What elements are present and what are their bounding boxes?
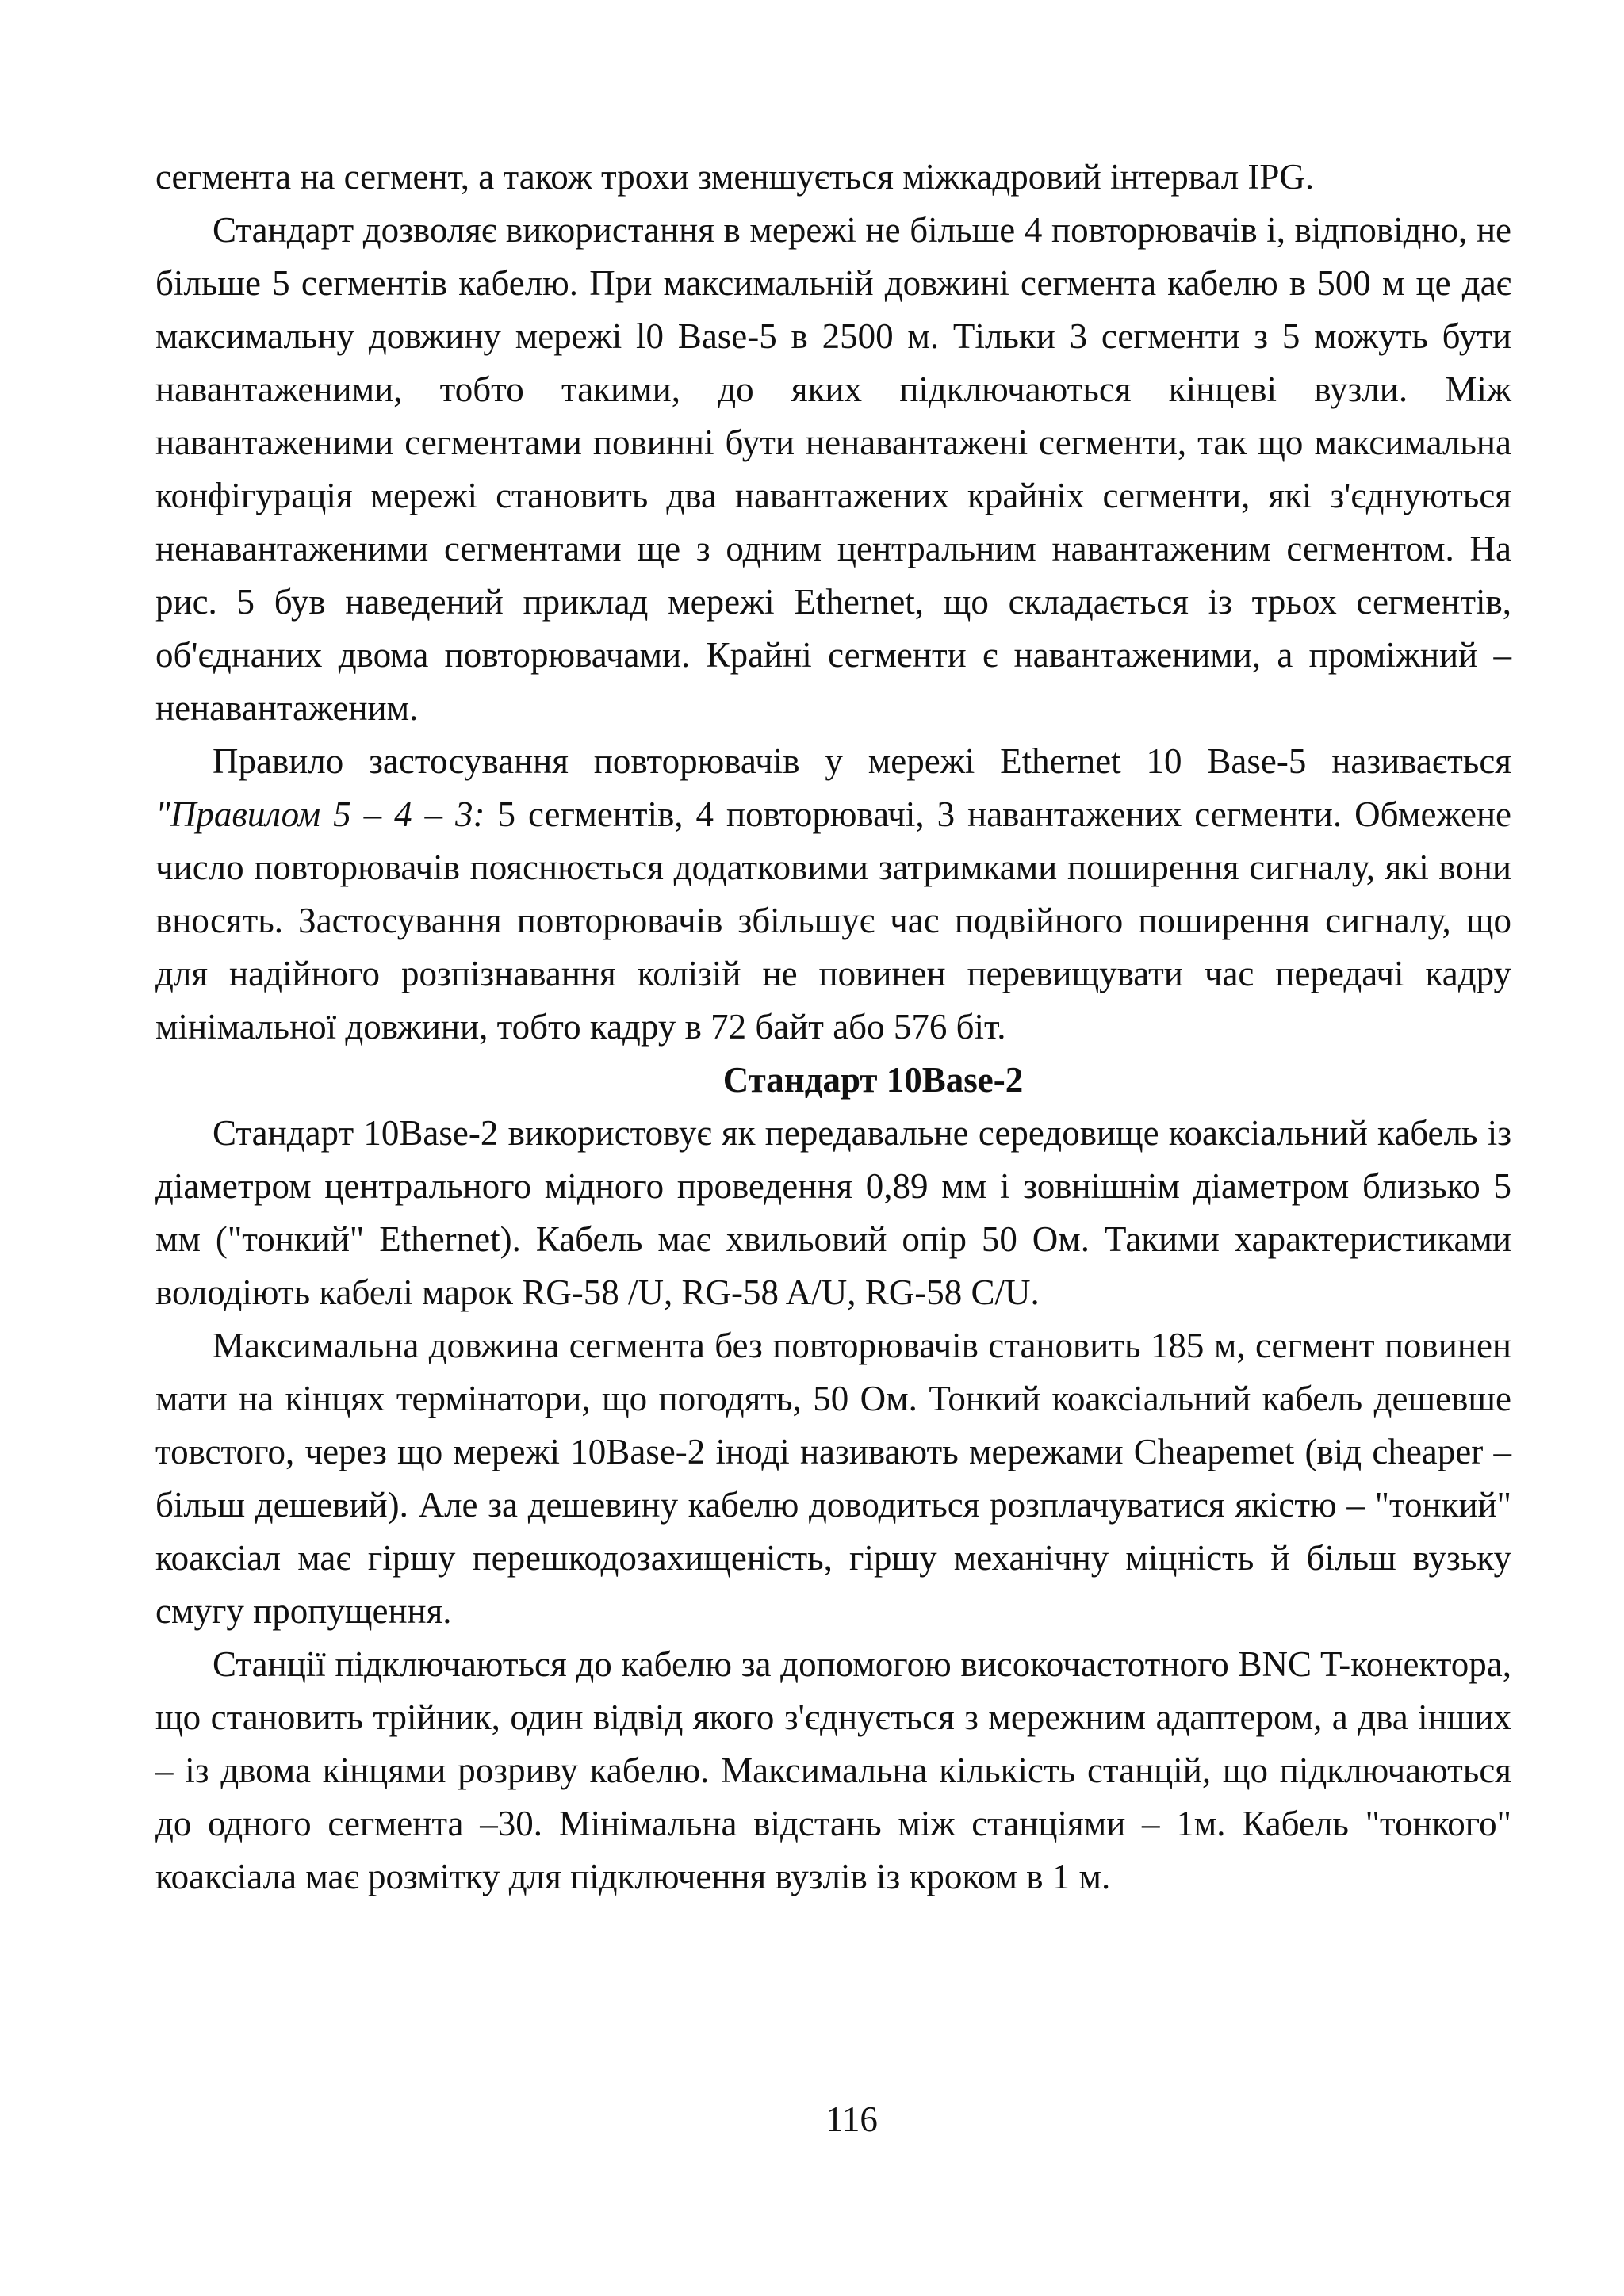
page-number: 116 — [825, 2099, 878, 2139]
paragraph-repeater-limits: Стандарт дозволяє використання в мережі не більше 4 повторювачів і, відповідно, не більше 5 сегментів кабелю. При максимальній довжині сегмента кабелю в 500 м це дає максимальну довжину мережі l0 Base-5 в 2500 м. Тільки 3 сегменти з 5 можуть бути навантаженими, тобто такими, до яких підключаються кінцеві вузли. Між навантаженими сегментами повинні бути ненавантажені сегменти, так що максимальна конфігурація мережі становить два навантажених крайніх сегменти, які з'єднуються ненавантаженими сегментами ще з одним центральним навантаженим сегментом. На рис. 5 був наведений приклад мережі Ethernet, що складається із трьох сегментів, об'єднаних двома повторювачами. Крайні сегменти є навантаженими, а проміжний – ненавантаженим. — [155, 210, 1511, 728]
paragraph-ipg: сегмента на сегмент, а також трохи зменшується міжкадровий інтервал IPG. — [155, 157, 1315, 197]
paragraph-rule-5-4-3 — [155, 735, 1511, 1054]
rule-text-start: Правило застосування повторювачів у мережі Ethernet 10 Base-5 називається — [213, 741, 1511, 781]
rule-name-italic: "Правилом 5 – 4 – 3: — [155, 794, 485, 834]
section-heading: Стандарт 10Base-2 — [722, 1060, 1024, 1100]
rule-text-end: 5 сегментів, 4 повторювачі, 3 навантажених сегменти. Обмежене число повторювачів пояснюється додатковими затримками поширення сигналу, які вони вносять. Застосування повторювачів збільшує час подвійного поширення сигналу, що для надійного розпізнавання колізій не повинен перевищувати час передачі кадру мінімальної довжини, тобто кадру в 72 байт або 576 біт. — [155, 794, 1511, 1047]
paragraph-segment-length: Максимальна довжина сегмента без повторювачів становить 185 м, сегмент повинен мати на кінцях термінатори, що погодять, 50 Ом. Тонкий коаксіальний кабель дешевше товстого, через що мережі 10Base-2 іноді називають мережами Cheapemet (від cheaper – більш дешевий). Але за дешевину кабелю доводиться розплачуватися якістю – "тонкий" коаксіал має гіршу перешкодозахищеність, гіршу механічну міцність й більш вузьку смугу пропущення. — [155, 1326, 1511, 1631]
document-page — [155, 151, 1511, 1904]
paragraph-10base2-cable: Стандарт 10Base-2 використовує як передавальне середовище коаксіальний кабель із діаметром центрального мідного проведення 0,89 мм і зовнішнім діаметром близько 5 мм ("тонкий" Ethernet). Кабель має хвильовий опір 50 Ом. Такими характеристиками володіють кабелі марок RG-58 /U, RG-58 A/U, RG-58 C/U. — [155, 1113, 1511, 1312]
paragraph-bnc-connector: Станції підключаються до кабелю за допомогою високочастотного BNC T-конектора, що становить трійник, один відвід якого з'єднується з мережним адаптером, а два інших – із двома кінцями розриву кабелю. Максимальна кількість станцій, що підключаються до одного сегмента –30. Мінімальна відстань між станціями – 1м. Кабель "тонкого" коаксіала має розмітку для підключення вузлів із кроком в 1 м. — [155, 1644, 1511, 1896]
